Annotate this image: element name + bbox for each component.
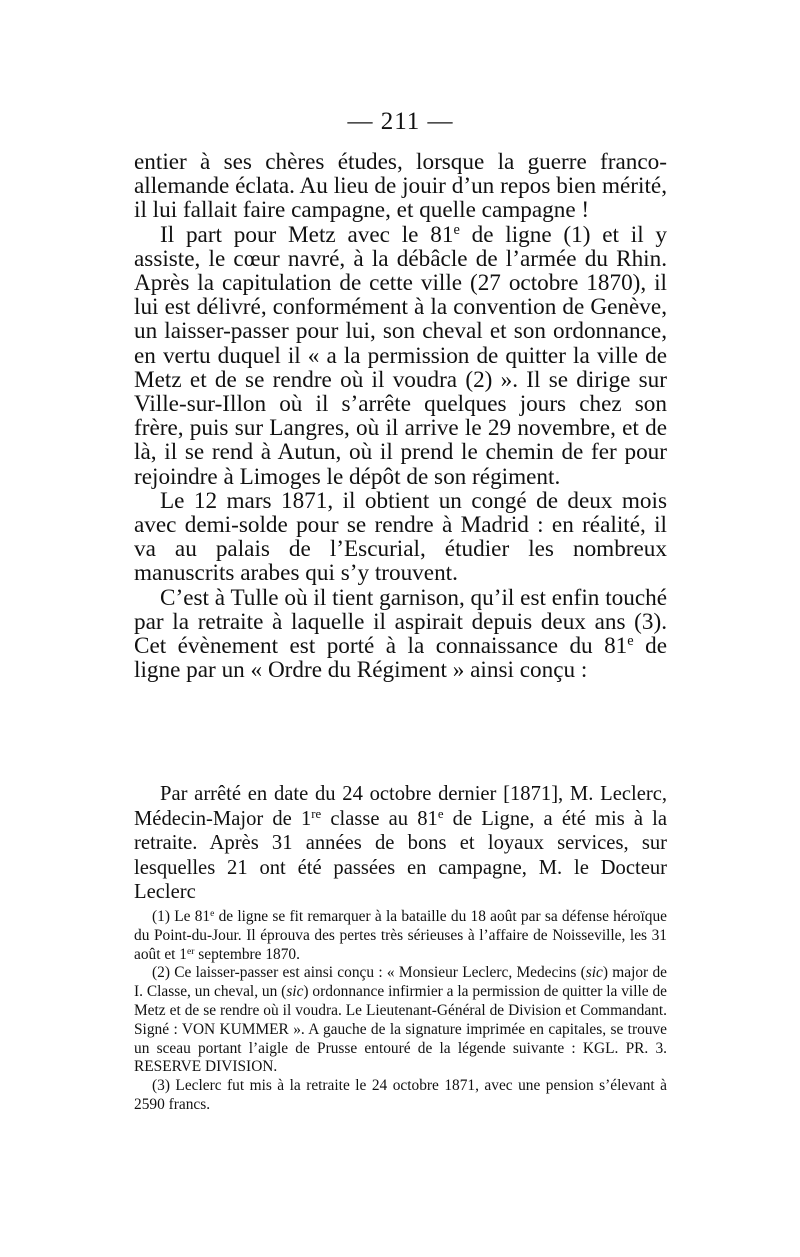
regiment-order-quote — [134, 782, 667, 905]
footnote-3 — [134, 1077, 667, 1115]
main-text — [134, 150, 667, 682]
ordinal-superscript: e — [453, 221, 460, 238]
footnote-1-text-b: de ligne se fit remarquer à la bataille du 18 août par sa défense héroïque du Point-du-Jour. Il éprouva des pertes très sérieuses à l’affaire de Noisseville, les 31 août et 1 — [134, 908, 668, 963]
sic-italic: sic — [286, 983, 304, 1001]
footnote-2-text-c: ) ordonnance infirmier a la permission de quitter la ville de Metz et de se rendre où il voudra. Le Lieutenant-Général de Division et Commandant. Signé : VON KUMMER ». A gauche de la signature imprimée en capitales, se trouve un sceau portant l’aigle de Prusse entouré de la légende suivante : KGL. PR. 3. RESERVE DIVISION. — [134, 983, 667, 1076]
footnote-3-text: (3) Leclerc fut mis à la retraite le 24 octobre 1871, avec une pension s’élevant à 2590 francs. — [134, 1077, 667, 1113]
paragraph-4-text-b: de ligne par un « Ordre du Régiment » ainsi conçu : — [134, 633, 667, 684]
paragraph-4-text-a: C’est à Tulle où il tient garnison, qu’il est enfin touché par la retraite à laquelle il aspirait depuis deux ans (3). Cet évènement est porté à la connaissance du 81 — [134, 584, 667, 660]
ordinal-superscript: er — [187, 945, 195, 957]
paragraph-2-text-b: de ligne (1) et il y assiste, le cœur navré, à la débâcle de l’armée du Rhin. Après la capitulation de cette ville (27 octobre 1870), il lui est délivré, conformément à la convention de Genève, un laisser-passer pour lui, son cheval et son ordonnance, en vertu duquel il « a la permission de quitter la ville de Metz et de se rendre où il voudra (2) ». Il se dirige sur Ville-sur-Illon où il s’arrête quelques jours chez son frère, puis sur Langres, où il arrive le 29 novembre, et de là, il se rend à Autun, où il prend le chemin de fer pour rejoindre à Limoges le dépôt de son régiment. — [134, 221, 668, 490]
footnotes — [134, 908, 667, 1115]
page-number: — 211 — — [347, 108, 454, 135]
ordinal-superscript: e — [627, 633, 634, 650]
ordinal-superscript: re — [311, 806, 322, 821]
paragraph-1 — [134, 150, 667, 223]
ordinal-superscript: e — [437, 806, 444, 821]
paragraph-1-text: entier à ses chères études, lorsque la guerre franco-allemande éclata. Au lieu de jouir d’un repos bien mérité, il lui fallait faire campagne, et quelle campagne ! — [134, 149, 667, 224]
quote-text-a: Par arrêté en date du 24 octobre dernier [1871], M. Leclerc, Médecin-Major de 1 — [134, 783, 667, 830]
sic-italic: sic — [585, 964, 603, 982]
footnote-2-text-a: (2) Ce laisser-passer est ainsi conçu : « Monsieur Leclerc, Medecins ( — [152, 964, 586, 982]
ordinal-superscript: e — [210, 907, 215, 919]
paragraph-3-text: Le 12 mars 1871, il obtient un congé de deux mois avec demi-solde pour se rendre à Madrid : en réalité, il va au palais de l’Escurial, étudier les nombreux manuscrits arabes qui s’y trouvent. — [134, 487, 667, 587]
paragraph-4 — [134, 586, 667, 683]
footnote-1-text-c: septembre 1870. — [194, 945, 300, 963]
footnote-2 — [134, 964, 667, 1077]
quote-text-c: de Ligne, a été mis à la retraite. Après 31 années de bons et loyaux services, sur lesquelles 21 ont été passées en campagne, M. le Docteur Leclerc — [134, 807, 668, 904]
footnote-1-text-a: (1) Le 81 — [152, 908, 211, 925]
footnote-1 — [134, 908, 667, 964]
paragraph-2 — [134, 223, 667, 489]
paragraph-2-text-a: Il part pour Metz avec le 81 — [160, 221, 454, 248]
footnote-2-text-b: ) major de I. Classe, un cheval, un ( — [134, 964, 667, 1001]
paragraph-3 — [134, 489, 667, 586]
quote-text-b: classe au 81 — [321, 807, 438, 830]
